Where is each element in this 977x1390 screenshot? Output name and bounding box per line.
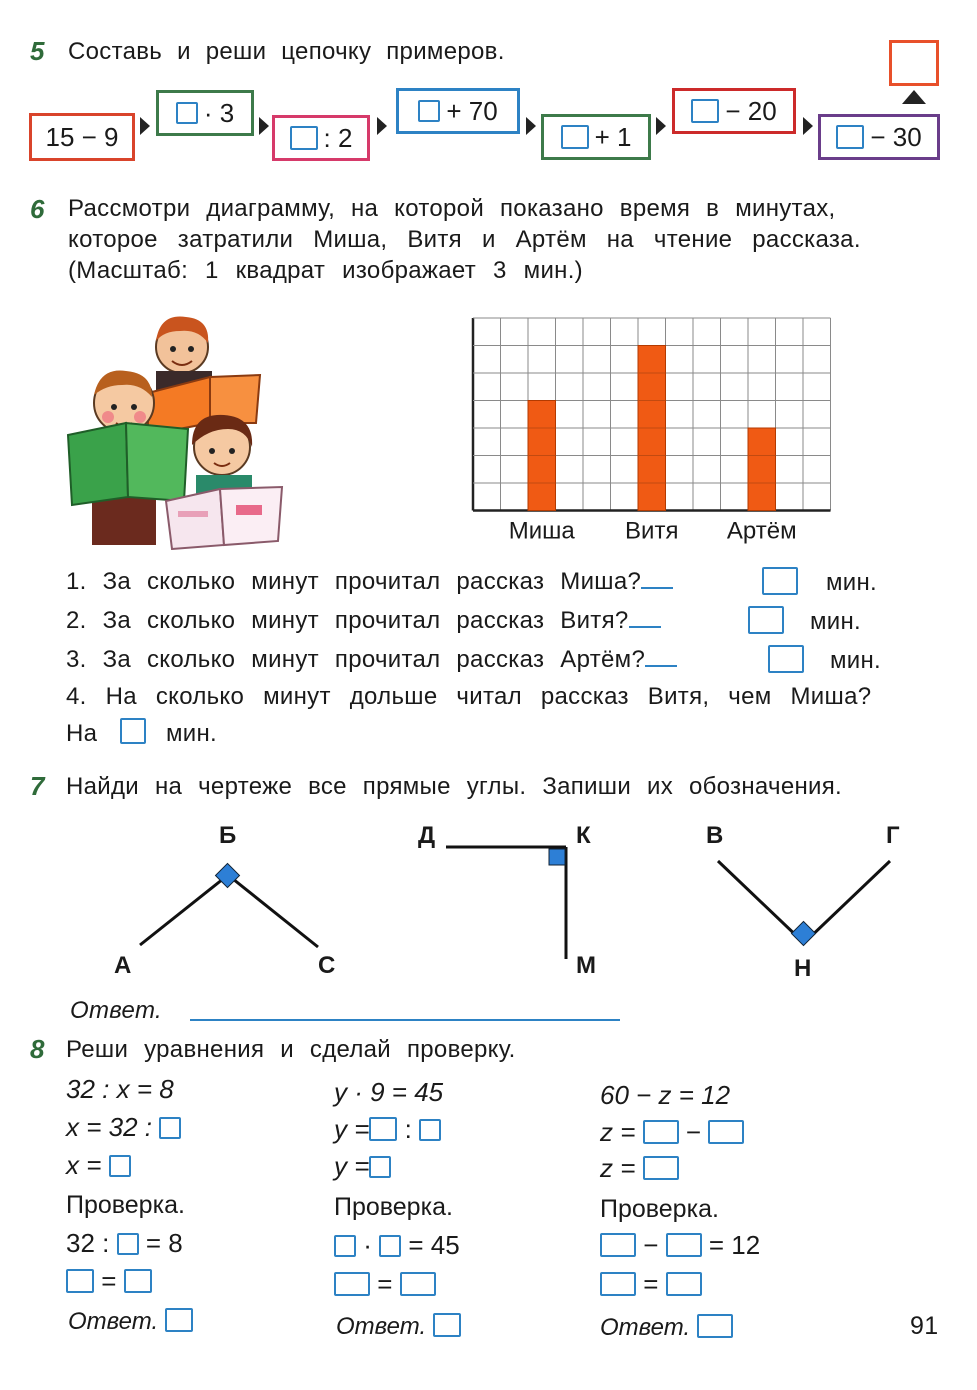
answer-box[interactable] [836, 125, 864, 149]
chain-op: · 3 [203, 97, 235, 128]
eq3-step3 [600, 1153, 679, 1184]
task6-text-line3: (Масштаб: 1 квадрат изображает 3 мин.) [68, 257, 583, 284]
chain-arrow-icon [803, 117, 813, 135]
answer-box[interactable] [176, 102, 198, 124]
dot-sign: · [363, 1230, 372, 1260]
label-m: М [576, 952, 597, 979]
eq3-step2 [600, 1117, 744, 1148]
chain-box-2 [156, 90, 254, 136]
eq1: 32 : x = 8 [66, 1074, 174, 1104]
check2-line2 [334, 1269, 436, 1300]
chart-category-labels [509, 518, 797, 545]
question-3 [66, 646, 677, 674]
eq2: y · 9 = 45 [334, 1077, 444, 1107]
answer-box[interactable] [643, 1120, 679, 1144]
chain-op: + 1 [594, 121, 632, 152]
task7-answer-line[interactable] [190, 1019, 620, 1021]
answer-box[interactable] [691, 99, 719, 123]
answer3-label: Ответ. [600, 1314, 691, 1341]
check1-text: 32 : [66, 1228, 110, 1258]
chain-op: − 30 [870, 121, 922, 152]
answer-box[interactable] [600, 1272, 636, 1296]
eq2-step2-text: y = [334, 1114, 370, 1144]
chain-box-5 [541, 114, 651, 160]
answer1 [68, 1308, 193, 1336]
q3-unit: мин. [830, 647, 882, 674]
chain-box-6 [672, 88, 796, 134]
answer-line [641, 587, 673, 589]
task8-number: 8 [30, 1034, 45, 1064]
eq1-step2-text: x = 32 : [66, 1112, 152, 1142]
answer-box[interactable] [561, 125, 589, 149]
answer1-label: Ответ. [68, 1308, 159, 1335]
q1-answer-box[interactable] [762, 567, 798, 595]
eq3: 60 − z = 12 [600, 1080, 731, 1110]
chain-arrow-icon [140, 117, 150, 135]
chain-box-3 [272, 115, 370, 161]
answer-box[interactable] [369, 1156, 391, 1178]
colon-sign: : [404, 1114, 412, 1144]
eq3-step2-text: z = [600, 1117, 636, 1147]
task6-text-line2: которое затратили Миша, Витя и Артём на чтение рассказа. [68, 226, 861, 253]
q4-prefix: На [66, 720, 98, 747]
chain-arrow-icon [259, 117, 269, 135]
question-1 [66, 568, 673, 596]
answer-box[interactable] [666, 1272, 702, 1296]
chain-arrow-icon [526, 117, 536, 135]
chain-arrow-icon [656, 117, 666, 135]
equals-sign: = [643, 1269, 659, 1299]
task5-number: 5 [30, 36, 45, 66]
chain-result-box[interactable] [889, 40, 939, 86]
answer2-label: Ответ. [336, 1313, 427, 1340]
check2-label: Проверка. [334, 1193, 453, 1221]
check3-line2 [600, 1269, 702, 1300]
minus-sign: − [685, 1117, 702, 1147]
label-g: Г [886, 822, 900, 849]
task7-number: 7 [30, 771, 45, 801]
chain-box-4 [396, 88, 520, 134]
page-number: 91 [910, 1312, 939, 1340]
answer-box[interactable] [369, 1117, 397, 1141]
task5-text: Составь и реши цепочку примеров. [68, 38, 505, 65]
label-b: Б [219, 822, 237, 849]
task6-number: 6 [30, 194, 45, 224]
label-c: С [318, 952, 336, 979]
chain-op: + 70 [446, 95, 498, 126]
eq1-step2 [66, 1112, 181, 1143]
answer-box[interactable] [666, 1233, 702, 1257]
answer-line [629, 626, 661, 628]
q3-answer-box[interactable] [768, 645, 804, 673]
equals-sign: = [101, 1266, 117, 1296]
eq3-step3-text: z = [600, 1153, 636, 1183]
question-2-text: 2. За сколько минут прочитал рассказ Витя? [66, 607, 629, 634]
eq2-step3 [334, 1151, 391, 1182]
task6-text-line1: Рассмотри диаграмму, на которой показано время в минутах, [68, 195, 836, 222]
label-a: А [114, 952, 132, 979]
check3-label: Проверка. [600, 1195, 719, 1223]
check1-result: = 8 [145, 1228, 183, 1258]
check1-line2 [66, 1266, 152, 1297]
label-d: Д [418, 822, 436, 849]
answer3 [600, 1314, 733, 1342]
check1-line1 [66, 1228, 183, 1259]
label-n: Н [794, 955, 812, 982]
answer-box[interactable] [400, 1272, 436, 1296]
children-reading-illustration [60, 305, 305, 550]
answer-box[interactable] [379, 1235, 401, 1257]
answer-line [645, 665, 677, 667]
eq2-step2 [334, 1114, 441, 1145]
answer-box[interactable] [419, 1119, 441, 1141]
category-label: Миша [508, 517, 575, 545]
task8-text: Реши уравнения и сделай проверку. [66, 1036, 516, 1063]
category-label: Артём [726, 517, 797, 545]
check2-line1 [334, 1230, 460, 1261]
chain-box-7 [818, 114, 940, 160]
chain-box-1 [29, 113, 135, 161]
label-k: К [576, 822, 591, 849]
answer-box[interactable] [433, 1313, 461, 1337]
answer-box[interactable] [600, 1233, 636, 1257]
chain-op: − 20 [725, 95, 777, 126]
check3-line1 [600, 1230, 760, 1261]
answer-box[interactable] [334, 1272, 370, 1296]
chain-arrow-icon [377, 117, 387, 135]
q2-unit: мин. [810, 608, 862, 635]
chain-start-expression: 15 − 9 [45, 121, 119, 152]
question-4: 4. На сколько минут дольше читал рассказ Витя, чем Миша? [66, 683, 872, 710]
bar-3 [748, 428, 776, 511]
answer-box[interactable] [290, 126, 318, 150]
category-label: Витя [625, 517, 679, 545]
check1-label: Проверка. [66, 1191, 185, 1219]
eq1-step3 [66, 1150, 131, 1181]
answer2 [336, 1313, 461, 1341]
minus-sign: − [643, 1230, 659, 1260]
eq1-step3-text: x = [66, 1150, 102, 1180]
answer-box[interactable] [124, 1269, 152, 1293]
eq2-step3-text: y = [334, 1151, 370, 1181]
q1-unit: мин. [826, 569, 878, 596]
check2-result: = 45 [408, 1230, 460, 1260]
question-2 [66, 607, 661, 635]
answer-box[interactable] [334, 1235, 356, 1257]
answer-box[interactable] [165, 1308, 193, 1332]
answer-box[interactable] [708, 1120, 744, 1144]
label-v: В [706, 822, 724, 849]
answer-box[interactable] [109, 1155, 131, 1177]
up-arrow-icon [902, 90, 926, 104]
q2-answer-box[interactable] [748, 606, 784, 634]
task7-text: Найди на чертеже все прямые углы. Запиши их обозначения. [66, 773, 842, 800]
q4-answer-box[interactable] [120, 718, 146, 744]
right-angle-marker [791, 921, 815, 945]
question-3-text: 3. За сколько минут прочитал рассказ Артём? [66, 646, 646, 673]
answer-box[interactable] [66, 1269, 94, 1293]
answer-box[interactable] [117, 1233, 139, 1255]
right-angle-marker [549, 849, 565, 865]
task7-answer-label: Ответ. [70, 997, 162, 1024]
answer-box[interactable] [159, 1117, 181, 1139]
check3-result: = 12 [708, 1230, 761, 1260]
answer-box[interactable] [697, 1314, 733, 1338]
question-1-text: 1. За сколько минут прочитал рассказ Миша? [66, 568, 642, 595]
answer-box[interactable] [643, 1156, 679, 1180]
reading-time-chart [465, 312, 845, 552]
chain-op: : 2 [323, 122, 353, 153]
q4-unit: мин. [166, 720, 218, 747]
answer-box[interactable] [418, 100, 440, 122]
equals-sign: = [377, 1269, 393, 1299]
